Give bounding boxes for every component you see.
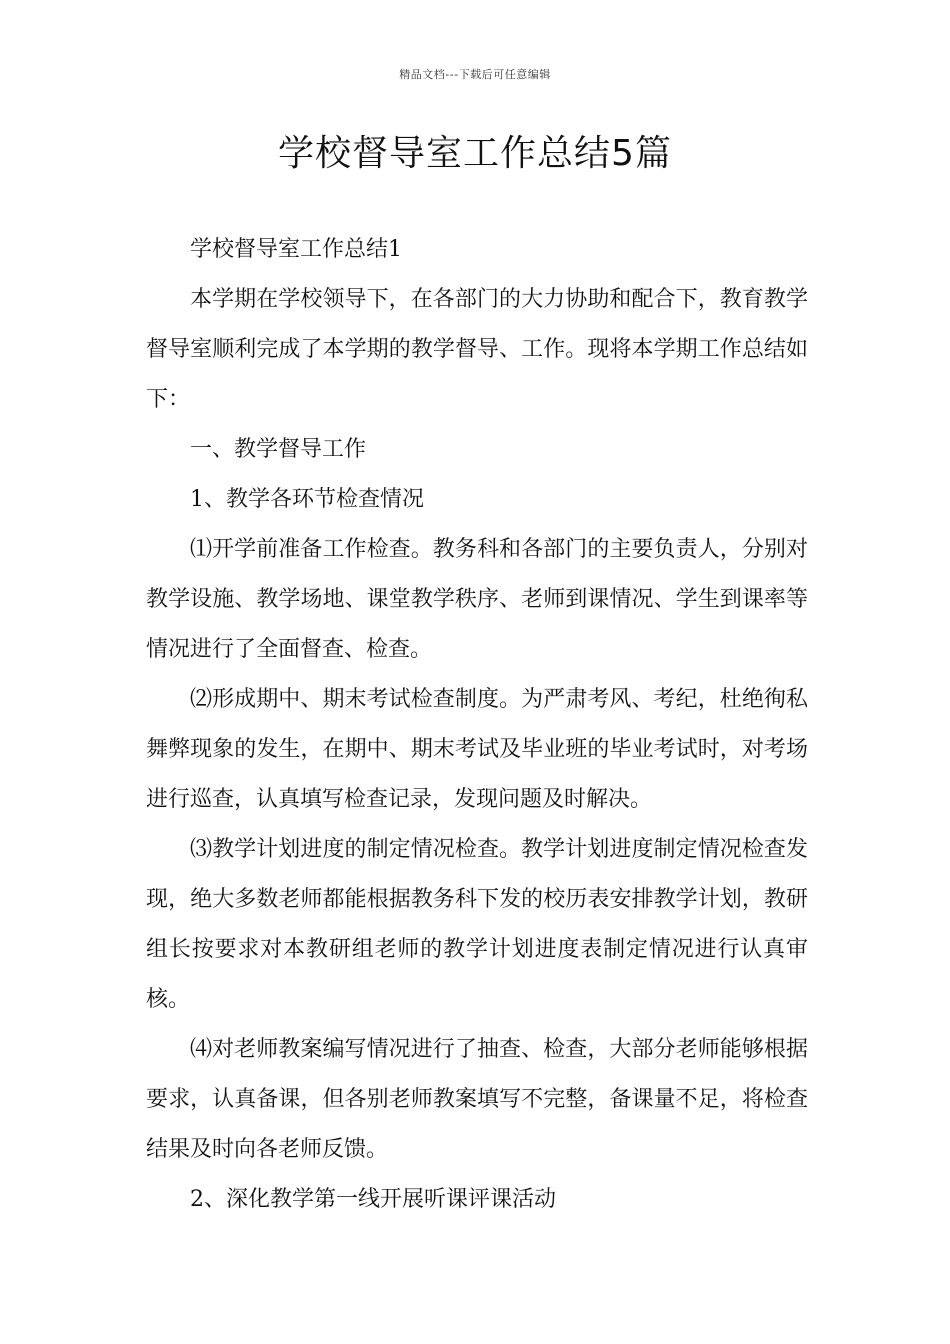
document-title: 学校督导室工作总结5篇 bbox=[278, 133, 672, 174]
header-note: 精品文档---下载后可任意编辑 bbox=[399, 68, 551, 81]
body-paragraph: 本学期在学校领导下，在各部门的大力协助和配合下，教育教学督导室顺利完成了本学期的教学督导、工作。现将本学期工作总结如下： bbox=[146, 287, 808, 412]
subsection-heading: 2、深化教学第一线开展听课评课活动 bbox=[190, 1187, 556, 1212]
body-paragraph: ⑷对老师教案编写情况进行了抽查、检查，大部分老师能够根据要求，认真备课，但各别老师教案填写不完整，备课量不足，将检查结果及时向各老师反馈。 bbox=[146, 1037, 808, 1162]
body-paragraph: ⑶教学计划进度的制定情况检查。教学计划进度制定情况检查发现，绝大多数老师都能根据教务科下发的校历表安排教学计划，教研组长按要求对本教研组老师的教学计划进度表制定情况进行认真审核。 bbox=[146, 837, 808, 1012]
document-body bbox=[146, 225, 808, 1225]
section-heading: 一、教学督导工作 bbox=[190, 437, 367, 462]
section-heading: 学校督导室工作总结1 bbox=[190, 237, 402, 262]
body-paragraph: ⑴开学前准备工作检查。教务科和各部门的主要负责人，分别对教学设施、教学场地、课堂教学秩序、老师到课情况、学生到课率等情况进行了全面督查、检查。 bbox=[146, 537, 808, 662]
body-paragraph: ⑵形成期中、期末考试检查制度。为严肃考风、考纪，杜绝徇私舞弊现象的发生，在期中、期末考试及毕业班的毕业考试时，对考场进行巡查，认真填写检查记录，发现问题及时解决。 bbox=[146, 687, 808, 812]
subsection-heading: 1、教学各环节检查情况 bbox=[190, 487, 424, 512]
